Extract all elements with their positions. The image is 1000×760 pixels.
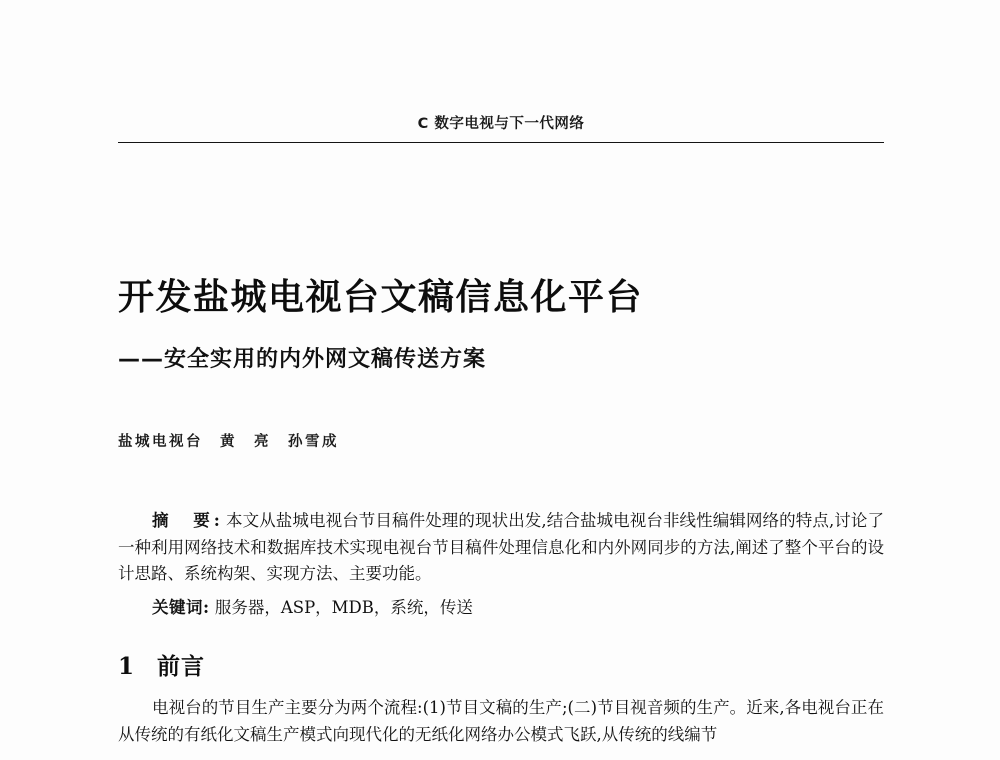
keywords-line <box>118 595 884 621</box>
page-title: 开发盐城电视台文稿信息化平台 <box>118 276 644 318</box>
section-paragraph: 电视台的节目生产主要分为两个流程:(1)节目文稿的生产;(二)节目视音频的生产。近来,各电视台正在从传统的有纸化文稿生产模式向现代化的无纸化网络办公模式飞跃,从传统的线编节 <box>118 698 884 744</box>
abstract-label: 摘 要: <box>152 511 224 530</box>
section-title: 前言 <box>157 653 206 680</box>
abstract-block <box>118 508 884 622</box>
keywords-text: 服务器，ASP，MDB，系统，传送 <box>214 598 473 618</box>
page-header <box>118 112 884 143</box>
header-divider <box>118 142 884 143</box>
title-block <box>118 275 918 373</box>
running-head: C 数字电视与下一代网络 <box>417 116 585 132</box>
author-line: 盐城电视台 黄 亮 孙雪成 <box>118 433 339 450</box>
abstract-text: 本文从盐城电视台节目稿件处理的现状出发,结合盐城电视台非线性编辑网络的特点,讨论了一种利用网络技术和数据库技术实现电视台节目稿件处理信息化和内外网同步的方法,阐述了整个平台的设计思路、系统构架、实现方法、主要功能。 <box>118 511 885 584</box>
keywords-label: 关键词: <box>152 598 210 618</box>
section-number: 1 <box>118 653 136 680</box>
abstract-paragraph <box>118 508 884 588</box>
section-1 <box>118 648 884 748</box>
section-heading <box>118 648 884 681</box>
page-subtitle: ——安全实用的内外网文稿传送方案 <box>118 347 487 372</box>
